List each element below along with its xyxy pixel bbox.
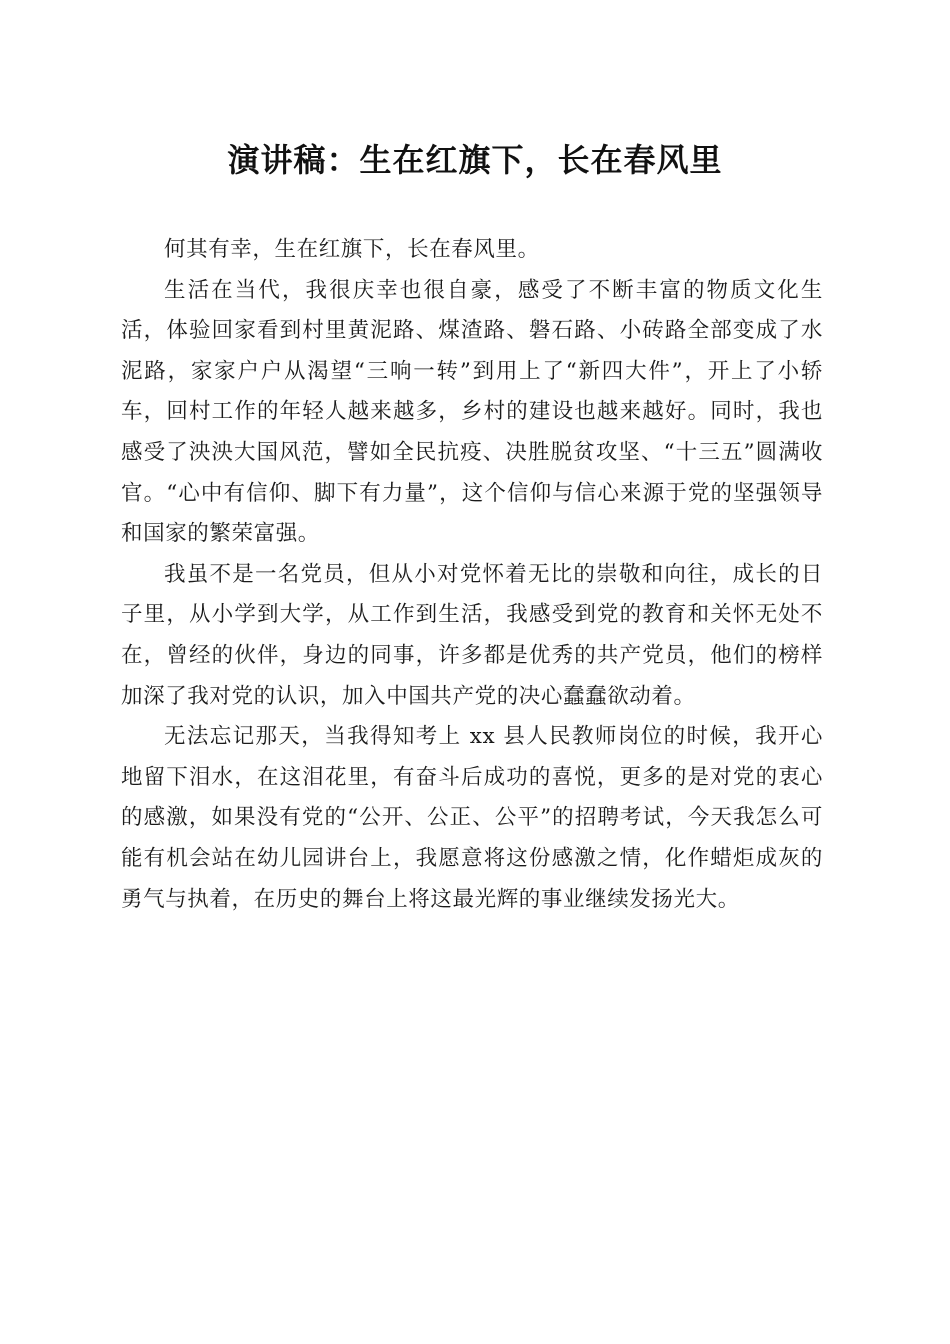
document-body [121, 230, 823, 920]
paragraph-4: 无法忘记那天，当我得知考上 xx 县人民教师岗位的时候，我开心地留下泪水，在这泪花里，有奋斗后成功的喜悦，更多的是对党的衷心的感激，如果没有党的“公开、公正、公平”的招聘考试，今天我怎么可能有机会站在幼儿园讲台上，我愿意将这份感激之情，化作蜡炬成灰的勇气与执着，在历史的舞台上将这最光辉的事业继续发扬光大。 [121, 724, 823, 912]
document-title: 演讲稿：生在红旗下，长在春风里 [227, 141, 723, 179]
paragraph-3: 我虽不是一名党员，但从小对党怀着无比的崇敬和向往，成长的日子里，从小学到大学，从工作到生活，我感受到党的教育和关怀无处不在，曾经的伙伴，身边的同事，许多都是优秀的共产党员，他们的榜样加深了我对党的认识，加入中国共产党的决心蠢蠢欲动着。 [121, 561, 823, 709]
paragraph-1: 何其有幸，生在红旗下，长在春风里。 [164, 237, 540, 262]
paragraph-2: 生活在当代，我很庆幸也很自豪，感受了不断丰富的物质文化生活，体验回家看到村里黄泥路、煤渣路、磐石路、小砖路全部变成了水泥路，家家户户从渴望“三响一转”到用上了“新四大件”，开上了小轿车，回村工作的年轻人越来越多，乡村的建设也越来越好。同时，我也感受了泱泱大国风范，譬如全民抗疫、决胜脱贫攻坚、“十三五”圆满收官。“心中有信仰、脚下有力量”，这个信仰与信心来源于党的坚强领导和国家的繁荣富强。 [121, 277, 823, 547]
